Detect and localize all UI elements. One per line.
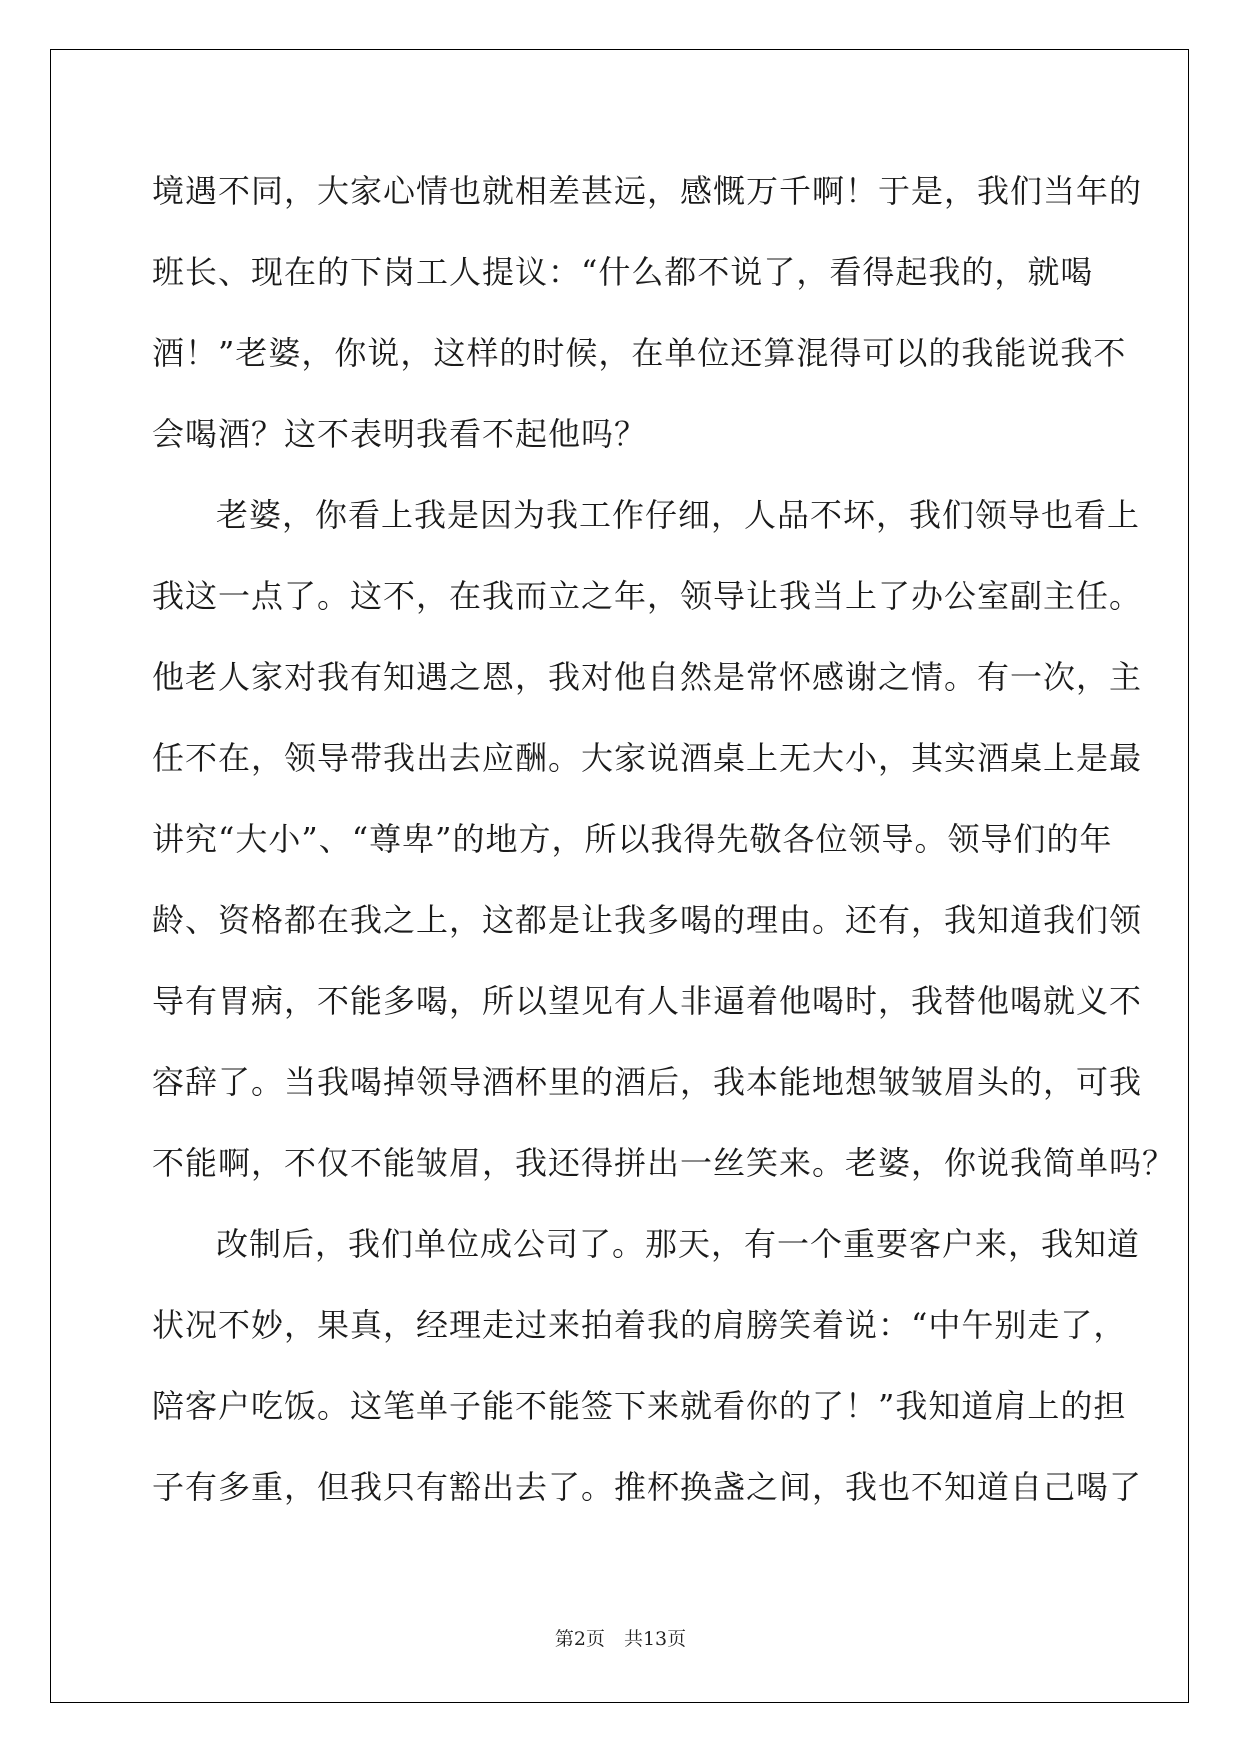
text-line: 他老人家对我有知遇之恩，我对他自然是常怀感谢之情。有一次，主 (152, 658, 1143, 696)
text-line: 龄、资格都在我之上，这都是让我多喝的理由。还有，我知道我们领 (152, 901, 1143, 939)
text-line: 会喝酒？这不表明我看不起他吗？ (152, 415, 648, 453)
text-line: 班长、现在的下岗工人提议：“什么都不说了，看得起我的，就喝 (152, 253, 1094, 291)
page-number-footer: 第2页 共13页 (554, 1628, 687, 1650)
text-line: 子有多重，但我只有豁出去了。推杯换盏之间，我也不知道自己喝了 (152, 1468, 1143, 1506)
text-line: 导有胃病，不能多喝，所以望见有人非逼着他喝时，我替他喝就义不 (152, 982, 1143, 1020)
text-line: 任不在，领导带我出去应酬。大家说酒桌上无大小，其实酒桌上是最 (152, 739, 1143, 777)
document-body (152, 163, 1176, 1540)
text-line: 酒！”老婆，你说，这样的时候，在单位还算混得可以的我能说我不 (152, 334, 1127, 372)
text-line: 状况不妙，果真，经理走过来拍着我的肩膀笑着说：“中午别走了， (152, 1306, 1127, 1344)
text-line: 陪客户吃饭。这笔单子能不能签下来就看你的了！”我知道肩上的担 (152, 1387, 1127, 1425)
text-line: 我这一点了。这不，在我而立之年，领导让我当上了办公室副主任。 (152, 577, 1143, 615)
text-line: 境遇不同，大家心情也就相差甚远，感慨万千啊！于是，我们当年的 (152, 172, 1143, 210)
text-line: 容辞了。当我喝掉领导酒杯里的酒后，我本能地想皱皱眉头的，可我 (152, 1063, 1143, 1101)
text-line: 不能啊，不仅不能皱眉，我还得拼出一丝笑来。老婆，你说我简单吗？ (152, 1144, 1176, 1182)
paragraph-first-line: 老婆，你看上我是因为我工作仔细，人品不坏，我们领导也看上 (216, 496, 1141, 534)
paragraph-first-line: 改制后，我们单位成公司了。那天，有一个重要客户来，我知道 (216, 1225, 1141, 1263)
text-line: 讲究“大小”、“尊卑”的地方，所以我得先敬各位领导。领导们的年 (152, 820, 1113, 858)
